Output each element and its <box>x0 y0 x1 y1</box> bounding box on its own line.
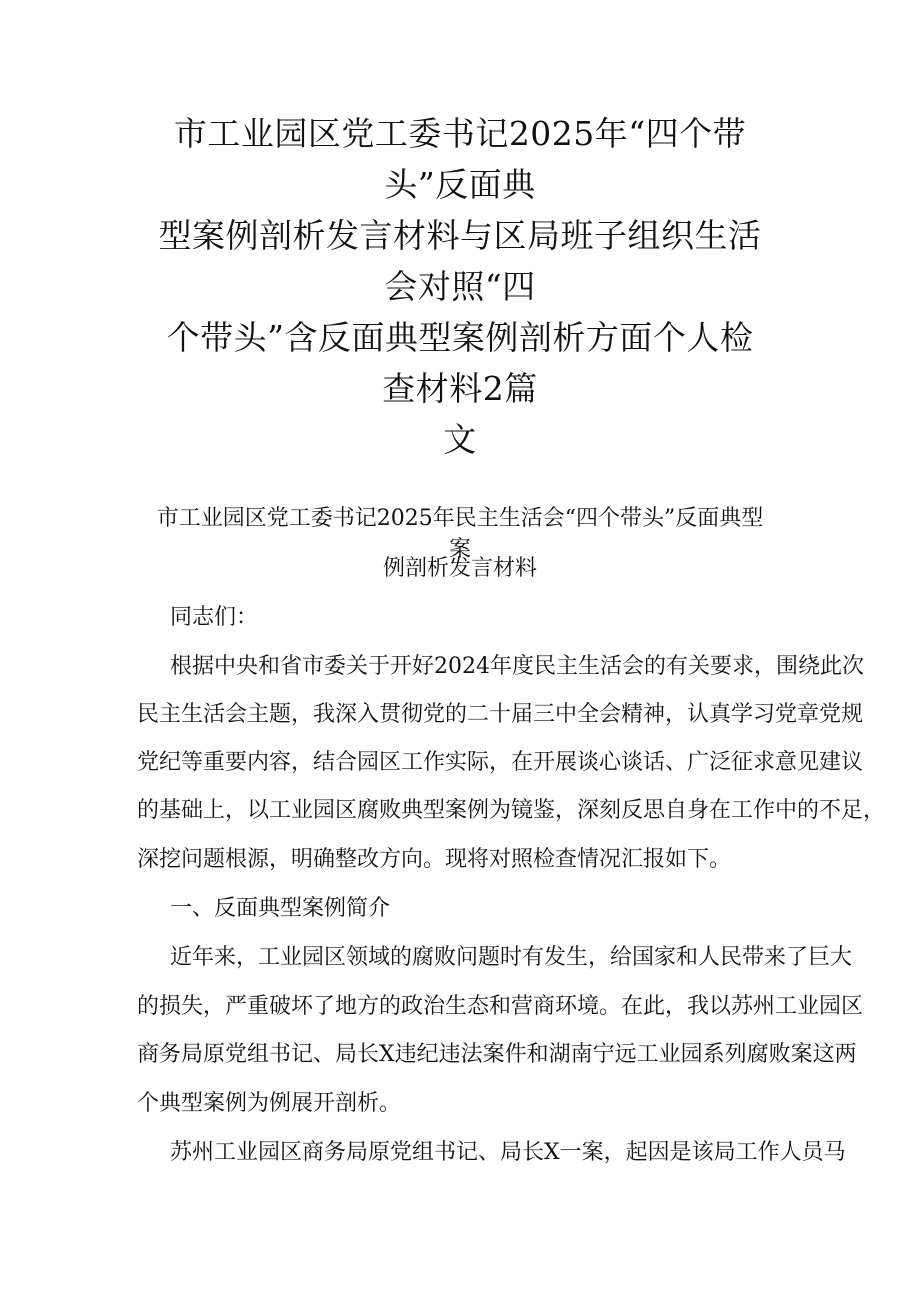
section-title-line: 市工业园区党工委书记2025年民主生活会“四个带头”反面典型案 <box>156 506 764 562</box>
paragraph-line: 民主生活会主题，我深入贯彻党的二十届三中全会精神，认真学习党章党规 <box>137 702 864 727</box>
paragraph-line: 近年来，工业园区领域的腐败问题时有发生，给国家和人民带来了巨大 <box>170 945 853 970</box>
paragraph-line: 个典型案例为例展开剖析。 <box>137 1091 402 1116</box>
document-main-title <box>150 108 770 465</box>
main-title-line: 文 <box>443 420 477 459</box>
main-title-line: 型案例剖析发言材料与区局班子组织生活会对照“四 <box>158 216 762 306</box>
section-title-line: 例剖析发言材料 <box>382 556 537 581</box>
paragraph-line: 深挖问题根源，明确整改方向。现将对照检查情况汇报如下。 <box>137 847 732 872</box>
paragraph-line: 的基础上，以工业园区腐败典型案例为镜鉴，深刻反思自身在工作中的不足， <box>137 798 886 823</box>
salutation: 同志们： <box>170 605 259 630</box>
paragraph-line: 苏州工业园区商务局原党组书记、局长X一案，起因是该局工作人员马 <box>170 1140 846 1165</box>
paragraph-line: 根据中央和省市委关于开好2024年度民主生活会的有关要求，围绕此次 <box>170 654 864 679</box>
paragraph-line: 商务局原党组书记、局长X违纪违法案件和湖南宁远工业园系列腐败案这两 <box>137 1042 857 1067</box>
section-heading: 一、反面典型案例简介 <box>170 896 391 921</box>
main-title-line: 市工业园区党工委书记2025年“四个带头”反面典 <box>173 114 747 204</box>
paragraph-line: 党纪等重要内容，结合园区工作实际，在开展谈心谈话、广泛征求意见建议 <box>137 750 864 775</box>
paragraph-line: 的损失，严重破坏了地方的政治生态和营商环境。在此，我以苏州工业园区 <box>137 994 864 1019</box>
main-title-line: 个带头”含反面典型案例剖析方面个人检查材料2篇 <box>166 318 754 408</box>
